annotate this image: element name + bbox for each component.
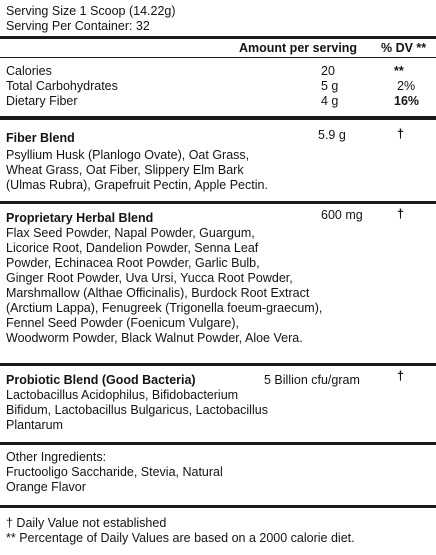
blend-name-herbal: Proprietary Herbal Blend: [6, 211, 154, 225]
ingredient-line: Powder, Echinacea Root Powder, Garlic Bulb,: [6, 256, 260, 270]
other-ingredients-list: [6, 465, 223, 495]
blend-ingredients-probiotic: [6, 388, 268, 433]
ingredient-line: Licorice Root, Dandelion Powder, Senna Leaf: [6, 241, 259, 255]
herbal-blend-divider: [0, 363, 436, 366]
blend-ingredients-herbal: [6, 226, 322, 346]
ingredient-line: Plantarum: [6, 418, 63, 432]
column-header-divider: [0, 57, 436, 58]
ingredient-line: Woodworm Powder, Black Walnut Powder, Aloe Vera.: [6, 331, 303, 345]
nutrient-amount-total-carbohydrates: 5 g: [321, 79, 339, 93]
probiotic-blend-divider: [0, 442, 436, 445]
blend-amount-probiotic: 5 Billion cfu/gram: [264, 373, 360, 387]
nutrient-amount-dietary-fiber: 4 g: [321, 94, 339, 108]
nutrient-name-calories: Calories: [6, 64, 52, 78]
blend-amount-fiber: 5.9 g: [318, 128, 346, 142]
ingredient-line: Fructooligo Saccharide, Stevia, Natural: [6, 465, 223, 479]
nutrient-name-dietary-fiber: Dietary Fiber: [6, 94, 78, 108]
daily-value-header: % DV **: [381, 41, 427, 55]
blend-name-fiber: Fiber Blend: [6, 131, 75, 145]
blend-amount-herbal: 600 mg: [321, 208, 363, 222]
nutrient-name-total-carbohydrates: Total Carbohydrates: [6, 79, 118, 93]
ingredient-line: Lactobacillus Acidophilus, Bifidobacterium: [6, 388, 239, 402]
nutrient-dv-dietary-fiber: 16%: [394, 94, 420, 108]
footnote-percent-daily-values: ** Percentage of Daily Values are based on a 2000 calorie diet.: [6, 531, 355, 545]
ingredient-line: Psyllium Husk (Planlogo Ovate), Oat Grass,: [6, 148, 250, 162]
serving-size: Serving Size 1 Scoop (14.22g): [6, 4, 176, 18]
blend-dv-probiotic: †: [397, 369, 404, 383]
ingredient-line: Bifidum, Lactobacillus Bulgaricus, Lactobacillus: [6, 403, 268, 417]
nutrient-amount-calories: 20: [321, 64, 335, 78]
header-divider: [0, 36, 436, 39]
ingredient-line: (Arctium Lappa), Fenugreek (Trigonella foeum-graecum),: [6, 301, 323, 315]
other-ingredients-heading: Other Ingredients:: [6, 450, 107, 464]
blend-ingredients-fiber: [6, 148, 268, 193]
fiber-blend-divider: [0, 201, 436, 204]
other-ingredients-divider: [0, 505, 436, 508]
amount-per-serving-header: Amount per serving: [239, 41, 358, 55]
footnote-daily-value-not-established: † Daily Value not established: [6, 516, 167, 530]
nutrient-dv-calories: **: [394, 64, 404, 78]
ingredient-line: Marshmallow (Althae Officinalis), Burdock Root Extract: [6, 286, 310, 300]
blend-name-probiotic: Probiotic Blend (Good Bacteria): [6, 373, 196, 387]
ingredient-line: Orange Flavor: [6, 480, 86, 494]
ingredient-line: Flax Seed Powder, Napal Powder, Guargum,: [6, 226, 255, 240]
blend-dv-herbal: †: [397, 207, 404, 221]
nutrients-divider: [0, 116, 436, 120]
ingredient-line: Ginger Root Powder, Uva Ursi, Yucca Root Powder,: [6, 271, 293, 285]
blend-dv-fiber: †: [397, 127, 404, 141]
servings-per-container: Serving Per Container: 32: [6, 19, 150, 33]
ingredient-line: Fennel Seed Powder (Foenicum Vulgare),: [6, 316, 239, 330]
nutrient-dv-total-carbohydrates: 2%: [397, 79, 416, 93]
ingredient-line: Wheat Grass, Oat Fiber, Slippery Elm Bark: [6, 163, 244, 177]
ingredient-line: (Ulmas Rubra), Grapefruit Pectin, Apple Pectin.: [6, 178, 268, 192]
